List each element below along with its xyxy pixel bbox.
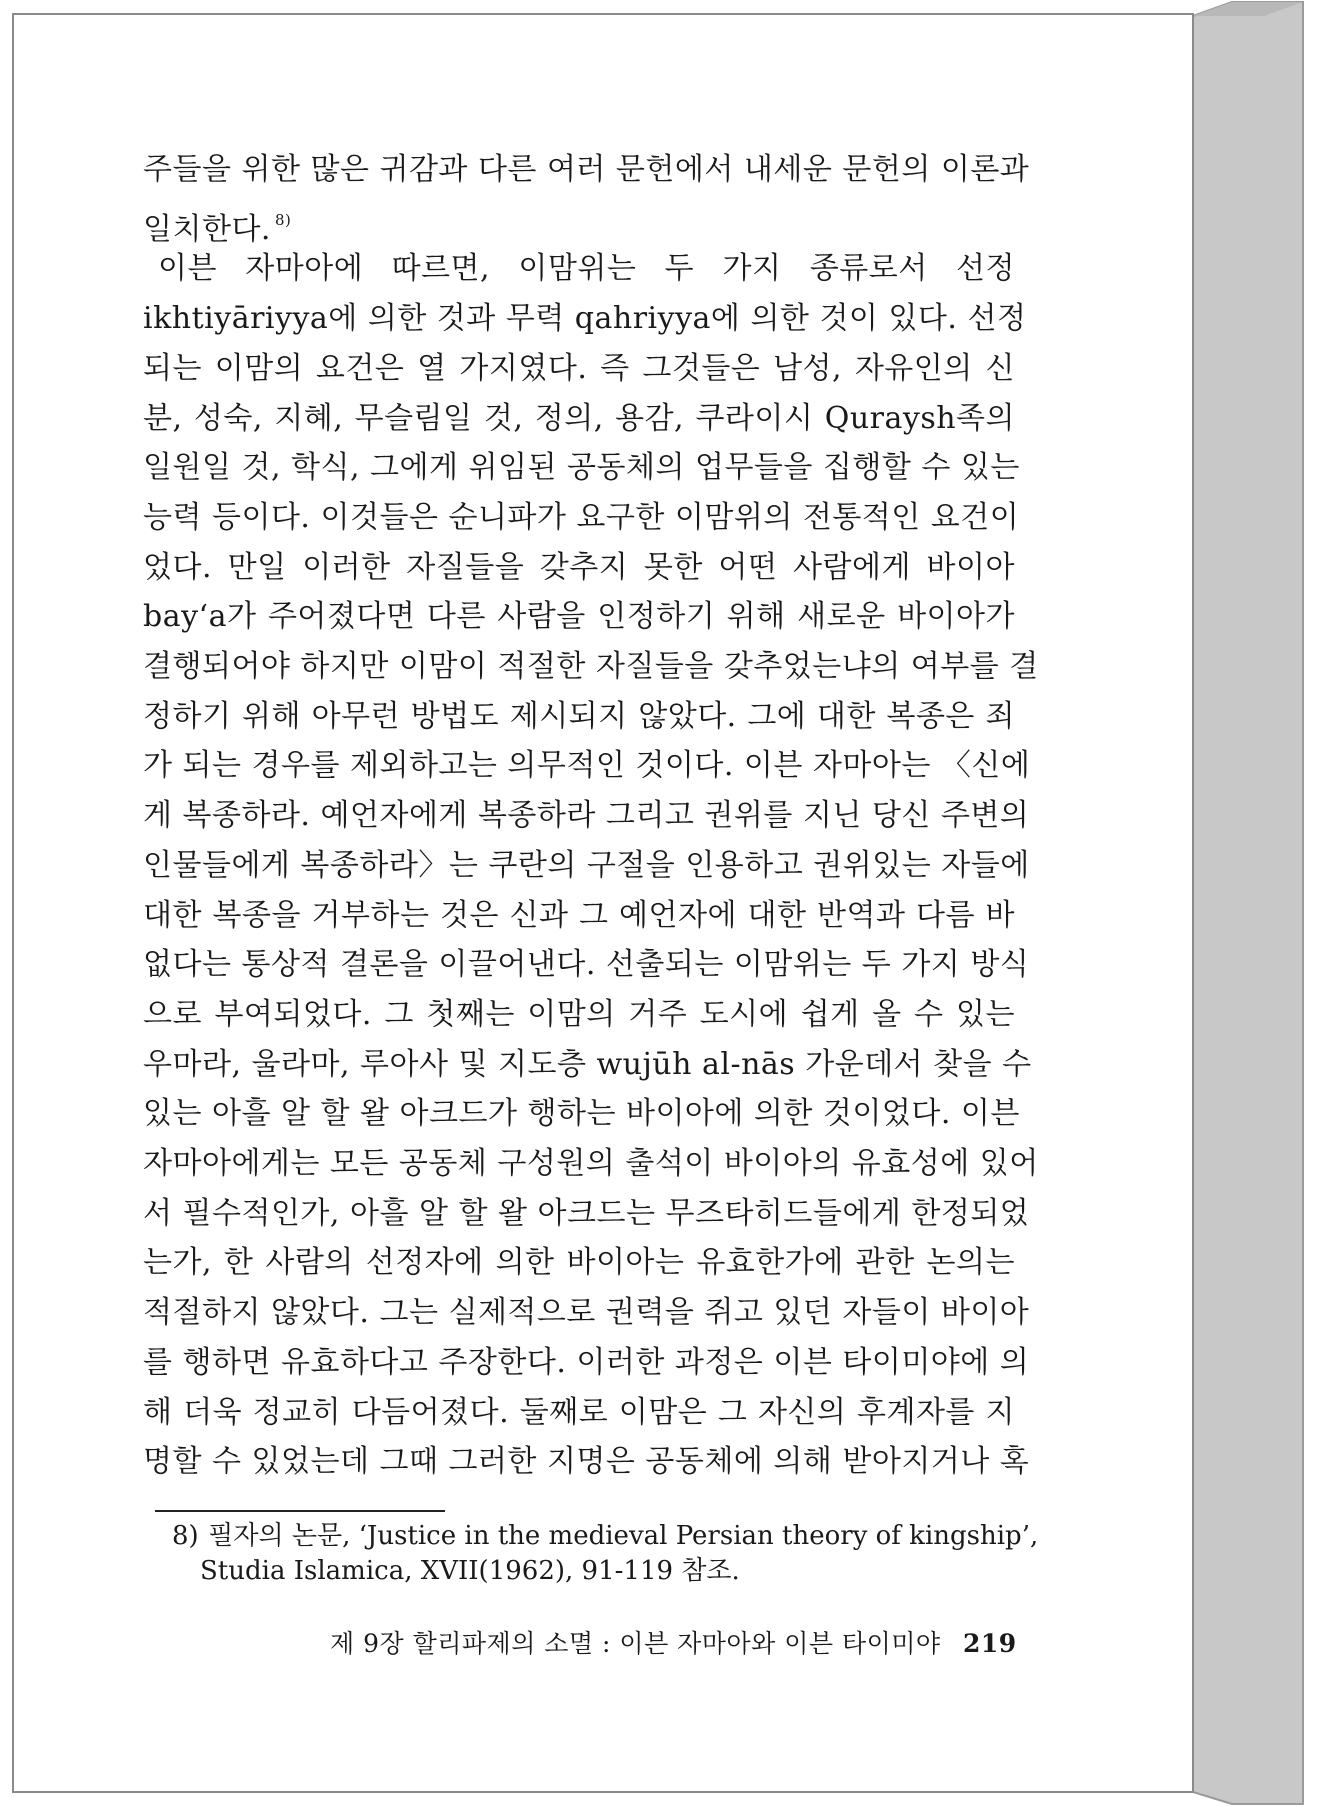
- body-line: [143, 1144, 1039, 1184]
- body-line: [143, 796, 1030, 836]
- body-line: [143, 1194, 1030, 1234]
- body-line-text: 정하기 위해 아무런 방법도 제시되지 않았다. 그에 대한 복종은 죄: [143, 699, 1015, 734]
- body-line-text: 이븐 자마아에 따르면, 이맘위는 두 가지 종류로서 선정: [158, 251, 1015, 286]
- body-line-text: 인물들에게 복종하라〉는 쿠란의 구절을 인용하고 권위있는 자들에: [143, 848, 1030, 883]
- body-line: [143, 498, 1020, 538]
- body-line-text: 능력 등이다. 이것들은 순니파가 요구한 이맘위의 전통적인 요건이: [143, 500, 1020, 535]
- body-line-text: 적절하지 않았다. 그는 실제적으로 권력을 쥐고 있던 자들이 바이아: [143, 1295, 1030, 1330]
- body-line-text: 되는 이맘의 요건은 열 가지였다. 즉 그것들은 남성, 자유인의 신: [143, 351, 1015, 386]
- body-line: [143, 896, 1015, 936]
- body-line-text: 었다. 만일 이러한 자질들을 갖추지 못한 어떤 사람에게 바이아: [143, 550, 1015, 585]
- body-line-text: 해 더욱 정교히 다듬어졌다. 둘째로 이맘은 그 자신의 후계자를 지: [143, 1395, 1015, 1430]
- body-line-text: 분, 성숙, 지혜, 무슬림일 것, 정의, 용감, 쿠라이시 Quraysh족의: [143, 401, 1015, 436]
- body-line: [143, 846, 1030, 886]
- body-line-text: 게 복종하라. 예언자에게 복종하라 그리고 권위를 지닌 당신 주변의: [143, 798, 1030, 833]
- body-line: [143, 995, 1015, 1035]
- body-line-text: 일원일 것, 학식, 그에게 위임된 공동체의 업무들을 집행할 수 있는: [143, 450, 1020, 485]
- body-line: [143, 299, 1027, 339]
- body-line-text: 없다는 통상적 결론을 이끌어낸다. 선출되는 이맘위는 두 가지 방식: [143, 947, 1030, 982]
- body-line: [158, 249, 1015, 289]
- body-line: [143, 1094, 1020, 1134]
- body-line-text: 으로 부여되었다. 그 첫째는 이맘의 거주 도시에 쉽게 올 수 있는: [143, 997, 1015, 1032]
- body-line: [143, 697, 1015, 737]
- footer-chapter-title: 제 9장 할리파제의 소멸 : 이븐 자마아와 이븐 타이미야: [330, 1629, 941, 1658]
- body-line: [143, 399, 1015, 439]
- footnote-divider: [155, 1510, 445, 1512]
- footnote-text-2: Studia Islamica, XVII(1962), 91-119 참조.: [200, 1556, 740, 1586]
- body-line-text: 서 필수적인가, 아흘 알 할 왈 아크드는 무즈타히드들에게 한정되었: [143, 1196, 1030, 1231]
- body-line: [143, 1293, 1030, 1333]
- body-line-text: 명할 수 있었는데 그때 그러한 지명은 공동체에 의해 받아지거나 혹: [143, 1444, 1030, 1479]
- body-line: [143, 1343, 1030, 1383]
- footnote-text-1: 필자의 논문, ‘Justice in the medieval Persian theory of kingship’,: [208, 1521, 1039, 1551]
- body-line: [143, 647, 1039, 687]
- body-line-text: 대한 복종을 거부하는 것은 신과 그 예언자에 대한 반역과 다름 바: [143, 898, 1015, 933]
- body-line-text: bay‘a가 주어졌다면 다른 사람을 인정하기 위해 새로운 바이아가: [143, 599, 1015, 634]
- body-line: [143, 548, 1015, 588]
- body-line: [143, 200, 1015, 250]
- running-footer: [330, 1627, 1017, 1661]
- body-line-text: 가 되는 경우를 제외하고는 의무적인 것이다. 이븐 자마아는 〈신에: [143, 748, 1031, 783]
- body-line-text: 일치한다.: [143, 212, 271, 247]
- body-line: [143, 746, 1031, 786]
- footnote-number: 8): [172, 1521, 199, 1551]
- body-line-text: 주들을 위한 많은 귀감과 다른 여러 문헌에서 내세운 문헌의 이론과: [143, 152, 1030, 187]
- footnote-line-1: [172, 1519, 1039, 1553]
- body-line-text: 우마라, 울라마, 루아사 및 지도층 wujūh al-nās 가운데서 찾을 수: [143, 1047, 1032, 1082]
- body-line-text: 를 행하면 유효하다고 주장한다. 이러한 과정은 이븐 타이미야에 의: [143, 1345, 1030, 1380]
- body-line: [143, 349, 1015, 389]
- body-line: [143, 150, 1030, 190]
- body-line: [143, 448, 1020, 488]
- body-line-text: 는가, 한 사람의 선정자에 의한 바이아는 유효한가에 관한 논의는: [143, 1245, 1015, 1280]
- body-line: [143, 1243, 1015, 1283]
- body-line-text: ikhtiyāriyya에 의한 것과 무력 qahriyya에 의한 것이 있다. 선정: [143, 301, 1027, 336]
- footnote-reference[interactable]: 8): [274, 211, 292, 229]
- body-line: [143, 1045, 1032, 1085]
- body-line: [143, 1393, 1015, 1433]
- body-line-text: 있는 아흘 알 할 왈 아크드가 행하는 바이아에 의한 것이었다. 이븐: [143, 1096, 1020, 1131]
- body-line: [143, 945, 1030, 985]
- body-line: [143, 597, 1015, 637]
- body-line-text: 결행되어야 하지만 이맘이 적절한 자질들을 갖추었는냐의 여부를 결: [143, 649, 1039, 684]
- footnote-line-2: [200, 1554, 1050, 1588]
- body-line-text: 자마아에게는 모든 공동체 구성원의 출석이 바이아의 유효성에 있어: [143, 1146, 1039, 1181]
- body-line: [143, 1442, 1030, 1482]
- page-number: 219: [963, 1629, 1017, 1658]
